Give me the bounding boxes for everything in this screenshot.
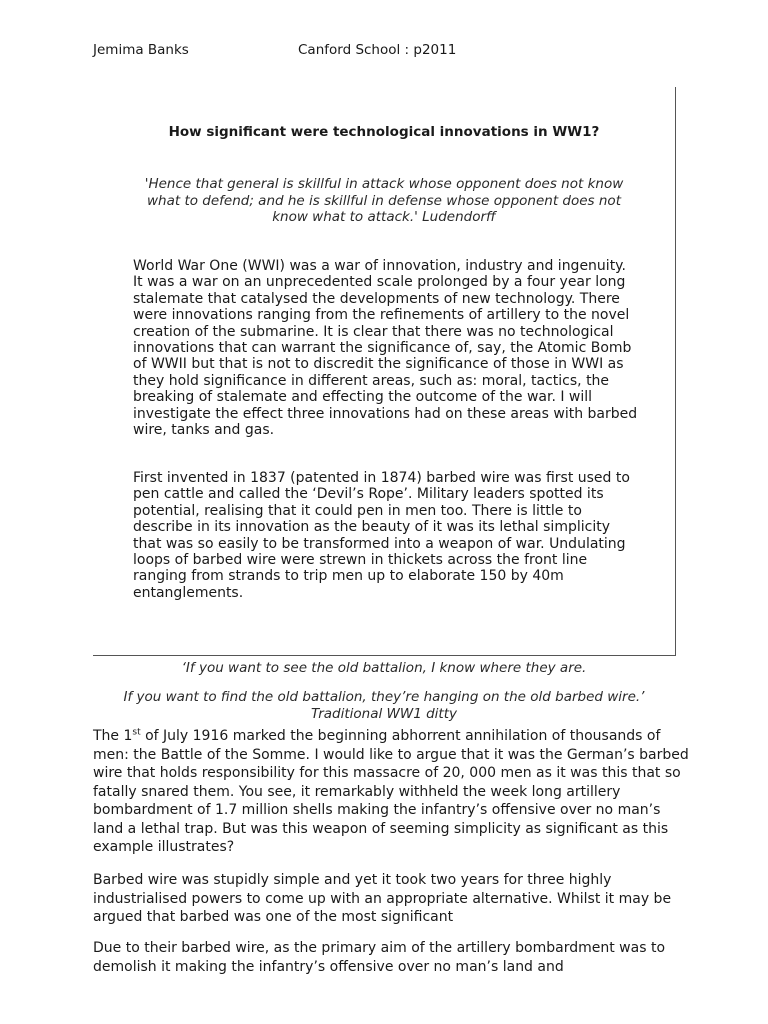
box-right-border [675,87,676,655]
simplicity-paragraph: Barbed wire was stupidly simple and yet it took two years for three highly industrialised powers to come up with an appropriate alternative. Whilst it may be argued that barbed was one of the most significant [93,872,672,925]
essay-title: How significant were technological innovations in WW1? [168,124,600,140]
school-reference: Canford School : p2011 [298,42,457,58]
ditty-line-2: If you want to find the old battalion, they’re hanging on the old barbed wire.’ [123,689,645,705]
somme-paragraph-rest: of July 1916 marked the beginning abhorrent annihilation of thousands of men: the Battle of the Somme. I would like to argue that it was the German’s barbed wire that holds responsibility for this massacre of 20, 000 men as it was this that so fatally snared them. You see, it remarkably withheld the week long artillery bombardment of 1.7 million shells making the infantry’s offensive over no man’s land a lethal trap. But was this weapon of seeming simplicity as significant as this example illustrates? [93,728,689,855]
somme-paragraph-start: The 1 [93,728,133,744]
somme-paragraph [93,727,693,857]
opening-quote: 'Hence that general is skillful in attack whose opponent does not know what to defend; and he is skillful in defense whose opponent does not know what to attack.' Ludendorff [144,176,624,225]
ditty-attribution: Traditional WW1 ditty [311,706,457,722]
box-bottom-border [93,655,676,656]
barbed-wire-history-paragraph: First invented in 1837 (patented in 1874) barbed wire was first used to pen cattle and called the ‘Devil’s Rope’. Military leaders spotted its potential, realising that it could pen in men too. There is little to describe in its innovation as the beauty of it was its lethal simplicity that was so easily to be transformed into a weapon of war. Undulating loops of barbed wire were strewn in thickets across the front line ranging from strands to trip men up to elaborate 150 by 40m entanglements. [133,470,630,601]
intro-paragraph: World War One (WWI) was a war of innovation, industry and ingenuity. It was a war on an unprecedented scale prolonged by a four year long stalemate that catalysed the developments of new technology. There were innovations ranging from the refinements of artillery to the novel creation of the submarine. It is clear that there was no technological innovations that can warrant the significance of, say, the Atomic Bomb of WWII but that is not to discredit the significance of those in WWI as they hold significance in different areas, such as: moral, tactics, the breaking of stalemate and effecting the outcome of the war. I will investigate the effect three innovations had on these areas with barbed wire, tanks and gas. [133,258,638,439]
bombardment-paragraph: Due to their barbed wire, as the primary aim of the artillery bombardment was to demolish it making the infantry’s offensive over no man’s land and [93,940,666,975]
author-name: Jemima Banks [93,42,189,58]
ordinal-suffix: st [132,727,141,738]
ditty-line-1: ‘If you want to see the old battalion, I know where they are. [181,660,587,676]
